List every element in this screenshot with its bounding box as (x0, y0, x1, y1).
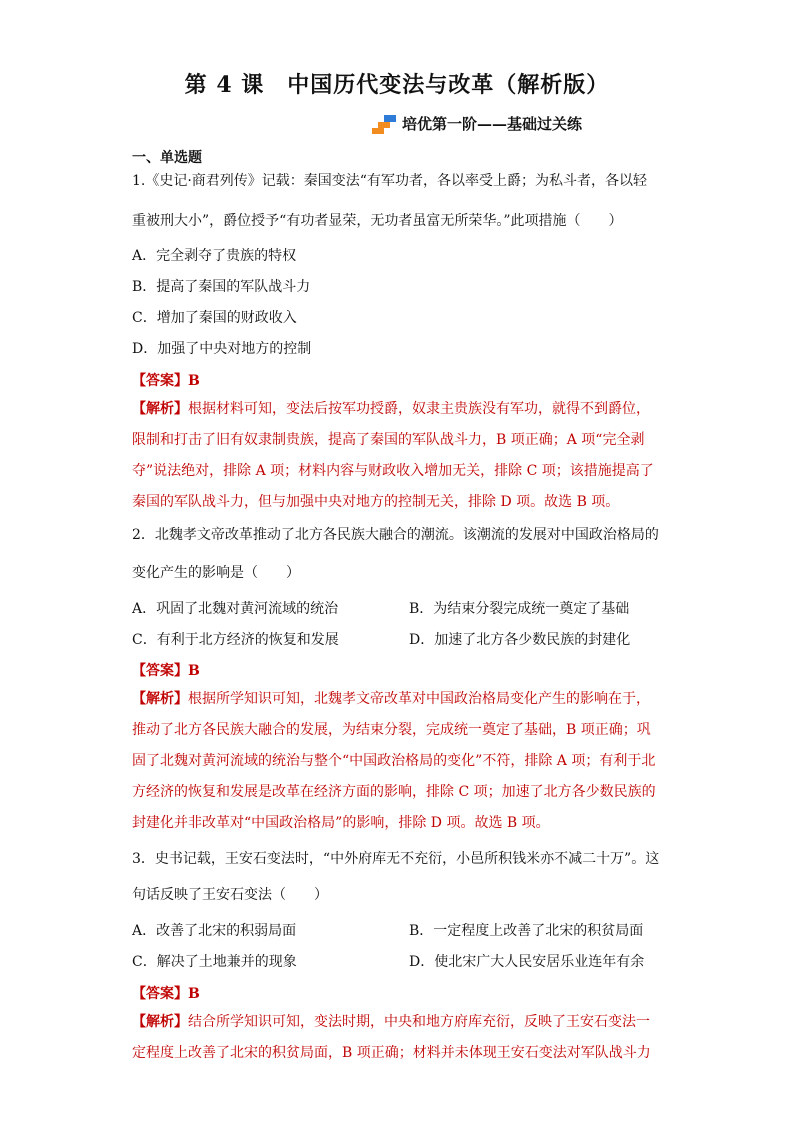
q3-option-a: A．改善了北宋的积弱局面 (132, 923, 297, 939)
subtitle-text: 培优第一阶——基础过关练 (401, 115, 582, 133)
q1-analysis-tag: 【解析】 (132, 401, 188, 417)
subtitle (372, 112, 582, 134)
page-title: 第 4 课 中国历代变法与改革（解析版） (184, 72, 610, 98)
q1-option-d: D．加强了中央对地方的控制 (132, 341, 312, 357)
q1-option-b: B．提高了秦国的军队战斗力 (132, 279, 311, 295)
q2-analysis (132, 684, 660, 839)
q1-stem-line1: 1.《史记·商君列传》记载：秦国变法“有军功者，各以率受上爵；为私斗者，各以轻 (132, 173, 647, 189)
q2-option-d: D．加速了北方各少数民族的封建化 (409, 632, 631, 648)
q3-option-c: C．解决了土地兼并的现象 (132, 954, 297, 970)
q3-analysis-text: 结合所学知识可知，变法时期，中央和地方府库充衍，反映了王安石变法一定程度上改善了北宋的积贫局面，B 项正确；材料并未体现王安石变法对军队战斗力 (132, 1014, 651, 1061)
q3-analysis-tag: 【解析】 (132, 1014, 188, 1030)
q2-analysis-text: 根据所学知识可知，北魏孝文帝改革对中国政治格局变化产生的影响在于，推动了北方各民族大融合的发展，为结束分裂，完成统一奠定了基础，B 项正确；巩固了北魏对黄河流域的统治与整个“中国政治格局的变化”不符，排除 A 项；有利于北方经济的恢复和发展是改革在经济方面的影响，排除 C 项；加速了北方各少数民族的封建化并非改革对“中国政治格局”的影响，排除 D 项。故选 B 项。 (132, 691, 656, 831)
q2-option-b: B．为结束分裂完成统一奠定了基础 (409, 601, 630, 617)
stairs-icon (372, 112, 398, 134)
section-heading: 一、单选题 (132, 150, 202, 166)
q2-analysis-tag: 【解析】 (132, 691, 188, 707)
q1-option-a: A．完全剥夺了贵族的特权 (132, 248, 297, 264)
q1-analysis-text: 根据材料可知，变法后按军功授爵，奴隶主贵族没有军功，就得不到爵位，限制和打击了旧有奴隶制贵族，提高了秦国的军队战斗力，B 项正确；A 项“完全剥夺”说法绝对，排除 A 项；材料内容与财政收入增加无关，排除 C 项；该措施提高了秦国的军队战斗力，但与加强中央对地方的控制无关，排除 D 项。故选 B 项。 (132, 401, 654, 510)
q2-answer: 【答案】B (132, 663, 200, 679)
q3-analysis (132, 1007, 660, 1069)
q1-analysis (132, 394, 660, 518)
q3-option-d: D．使北宋广大人民安居乐业连年有余 (409, 954, 645, 970)
q3-stem-line1: 3．史书记载，王安石变法时，“中外府库无不充衍，小邑所积钱米亦不减二十万”。这 (132, 851, 660, 867)
q1-answer: 【答案】B (132, 373, 200, 389)
q2-stem-line2: 变化产生的影响是（ ） (132, 565, 300, 581)
q2-option-c: C．有利于北方经济的恢复和发展 (132, 632, 339, 648)
q3-stem-line2: 句话反映了王安石变法（ ） (132, 887, 328, 903)
q1-stem-line2: 重被刑大小”，爵位授予“有功者显荣，无功者虽富无所荣华。”此项措施（ ） (132, 213, 623, 229)
subtitle-row (0, 112, 794, 138)
q2-option-a: A．巩固了北魏对黄河流域的统治 (132, 601, 339, 617)
q3-option-b: B．一定程度上改善了北宋的积贫局面 (409, 923, 644, 939)
q1-option-c: C．增加了秦国的财政收入 (132, 310, 297, 326)
q2-stem-line1: 2．北魏孝文帝改革推动了北方各民族大融合的潮流。该潮流的发展对中国政治格局的 (132, 527, 659, 543)
q3-answer: 【答案】B (132, 986, 200, 1002)
